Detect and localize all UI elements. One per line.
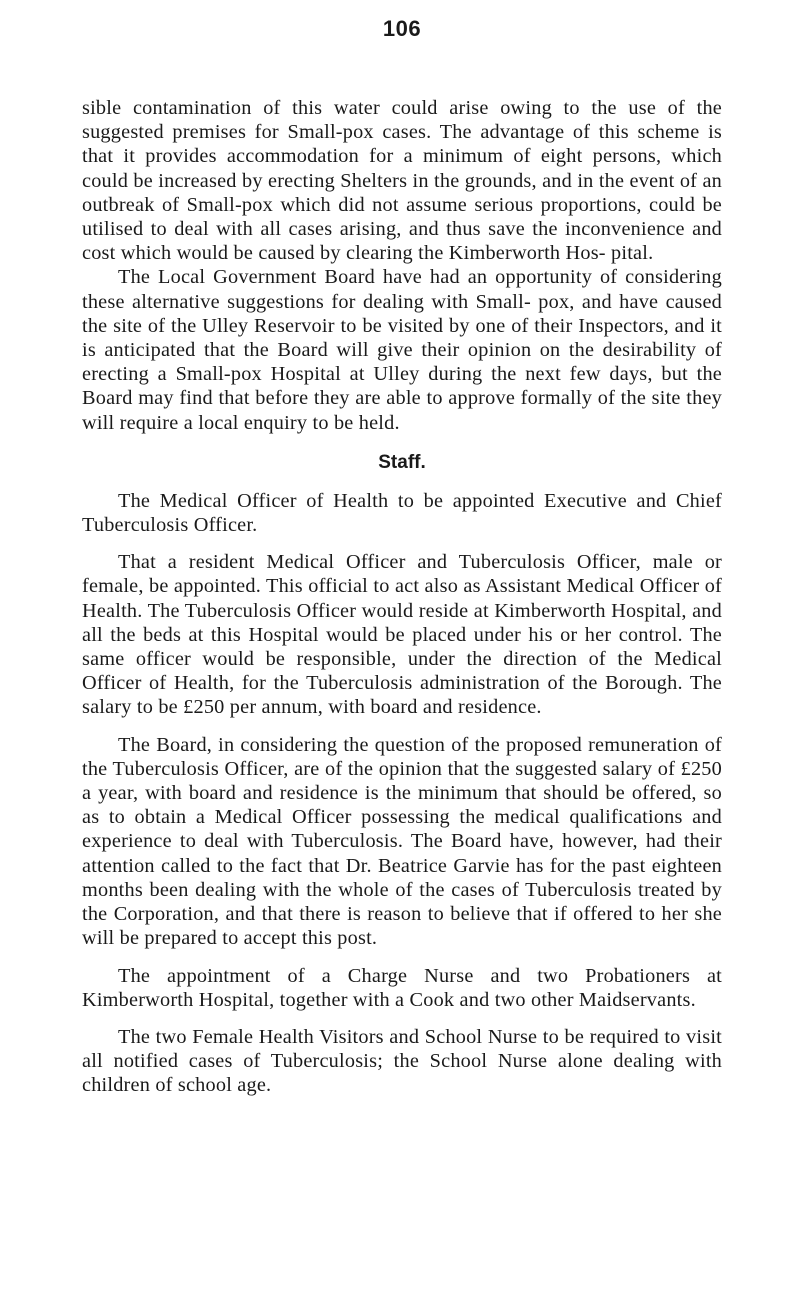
paragraph-continuation: sible contamination of this water could arise owing to the use of the suggested premises for Small-pox cases. The advantage of this scheme is that it provides accommodation for a minimum of eight persons, which could be increased by erecting Shelters in the grounds, and in the event of an outbreak of Small-pox which did not assume serious proportions, could be utilised to deal with all cases arising, and thus save the inconvenience and cost which would be caused by clearing the Kimberworth Hos- pital.	[82, 97, 722, 265]
page-number: 106	[382, 16, 422, 41]
paragraph-health-visitors: The two Female Health Visitors and School Nurse to be required to visit all notified cases of Tuberculosis; the School Nurse alone dealing with children of school age.	[82, 1025, 722, 1097]
paragraph-remuneration: The Board, in considering the question of the proposed remuneration of the Tuberculosis Officer, are of the opinion that the suggested salary of £250 a year, with board and residence is the minimum that should be offered, so as to obtain a Medical Officer possessing the medical qualifications and experience to deal with Tuberculosis. The Board have, however, had their attention called to the fact that Dr. Beatrice Garvie has for the past eighteen months been dealing with the whole of the cases of Tuberculosis treated by the Corporation, and that there is reason to believe that if offered to her she will be prepared to accept this post.	[82, 733, 722, 950]
paragraph-charge-nurse: The appointment of a Charge Nurse and two Probationers at Kimberworth Hospital, together with a Cook and two other Maidservants.	[82, 964, 722, 1011]
paragraph-local-government-board: The Local Government Board have had an opportunity of considering these alternative suggestions for dealing with Small- pox, and have caused the site of the Ulley Reservoir to be visited by one of their Inspectors, and it is anticipated that the Board will give their opinion on the desirability of erecting a Small-pox Hospital at Ulley during the next few days, but the Board may find that before they are able to approve formally of the site they will require a local enquiry to be held.	[82, 266, 722, 434]
document-page	[82, 14, 722, 1098]
section-heading-staff: Staff.	[378, 451, 426, 473]
paragraph-resident-officer: That a resident Medical Officer and Tuberculosis Officer, male or female, be appointed. This official to act also as Assistant Medical Officer of Health. The Tuberculosis Officer would reside at Kimberworth Hospital, and all the beds at this Hospital would be placed under his or her control. The same officer would be responsible, under the direction of the Medical Officer of Health, for the Tuberculosis administration of the Borough. The salary to be £250 per annum, with board and residence.	[82, 551, 722, 719]
paragraph-medical-officer: The Medical Officer of Health to be appointed Executive and Chief Tuberculosis Officer.	[82, 489, 722, 537]
